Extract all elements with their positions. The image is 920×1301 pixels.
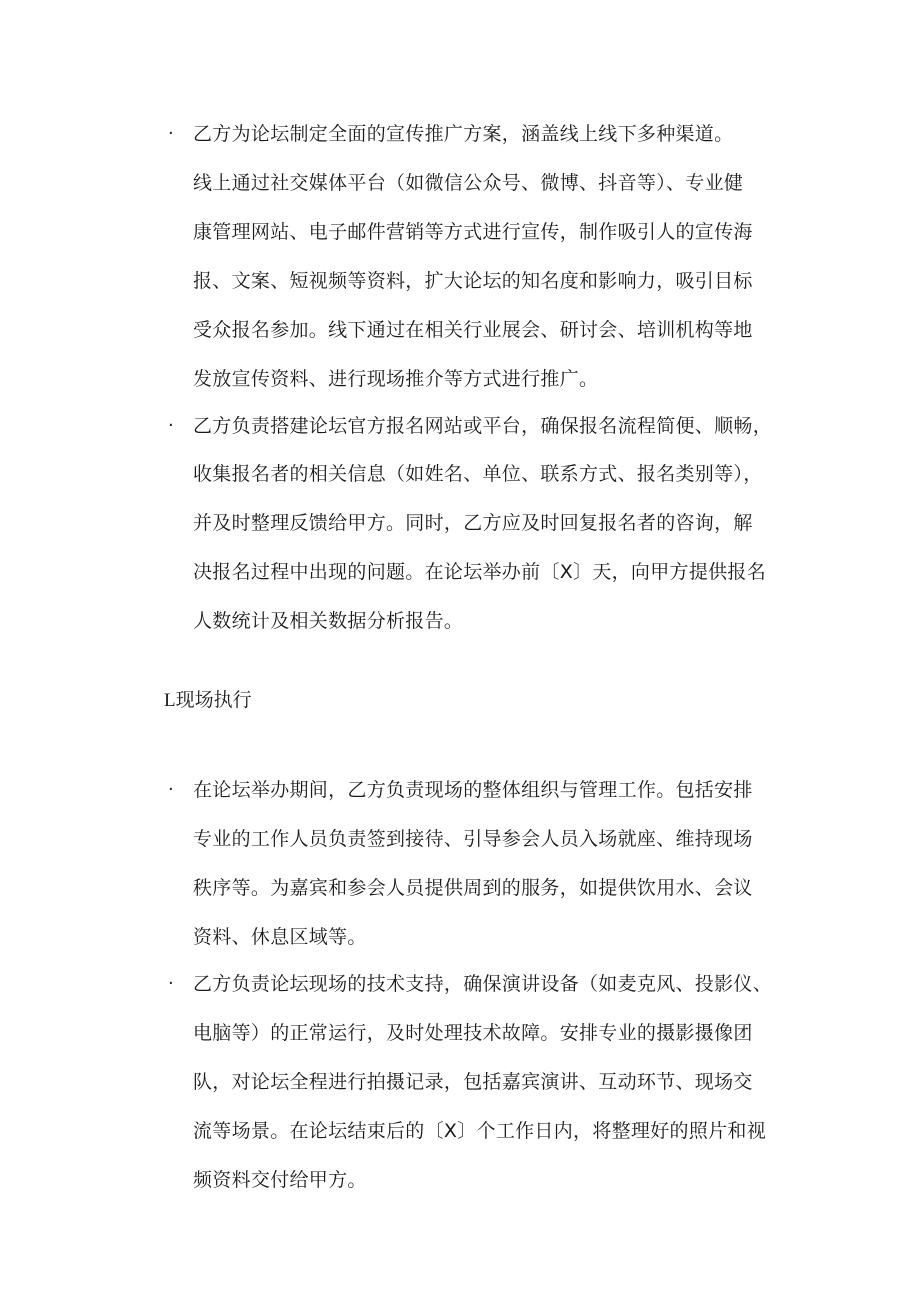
paragraph-line: 资料、休息区域等。 xyxy=(193,926,367,948)
paragraph-line: 康管理网站、电子邮件营销等方式进行宣传，制作吸引人的宣传海 xyxy=(193,221,753,243)
paragraph-line: 乙方负责论坛现场的技术支持，确保演讲设备（如麦克风、投影仪、 xyxy=(193,973,773,995)
bullet-dot: · xyxy=(168,779,174,800)
section-heading xyxy=(164,676,252,725)
paragraph-line: 并及时整理反馈给甲方。同时，乙方应及时回复报名者的咨询，解 xyxy=(193,512,753,534)
paragraph-line: 流等场景。在论坛结束后的〔X〕个工作日内，将整理好的照片和视 xyxy=(193,1120,767,1142)
bullet-dot: · xyxy=(168,415,174,436)
paragraph-line: 队，对论坛全程进行拍摄记录，包括嘉宾演讲、互动环节、现场交 xyxy=(193,1071,753,1093)
heading-text: 现场执行 xyxy=(175,689,252,711)
paragraph-line: 线上通过社交媒体平台（如微信公众号、微博、抖音等）、专业健 xyxy=(193,172,744,194)
paragraph-line: 受众报名参加。线下通过在相关行业展会、研讨会、培训机构等地 xyxy=(193,319,753,341)
paragraph-line: 决报名过程中出现的问题。在论坛举办前〔X〕天，向甲方提供报名 xyxy=(193,561,767,583)
paragraph-line: 乙方为论坛制定全面的宣传推广方案，涵盖线上线下多种渠道。 xyxy=(193,123,734,145)
paragraph-line: 秩序等。为嘉宾和参会人员提供周到的服务，如提供饮用水、会议 xyxy=(193,877,753,899)
paragraph-line: 电脑等）的正常运行，及时处理技术故障。安排专业的摄影摄像团 xyxy=(193,1022,753,1044)
paragraph-line: 乙方负责搭建论坛官方报名网站或平台，确保报名流程简便、顺畅， xyxy=(193,415,773,437)
paragraph-line: 频资料交付给甲方。 xyxy=(193,1169,367,1191)
paragraph-line: 人数统计及相关数据分析报告。 xyxy=(193,610,464,632)
paragraph-line: 收集报名者的相关信息（如姓名、单位、联系方式、报名类别等）， xyxy=(193,463,763,485)
paragraph-line: 在论坛举办期间，乙方负责现场的整体组织与管理工作。包括安排 xyxy=(193,779,753,801)
bullet-dot: · xyxy=(168,123,174,144)
heading-prefix: L xyxy=(164,690,176,711)
paragraph-line: 发放宣传资料、进行现场推介等方式进行推广。 xyxy=(193,368,599,390)
paragraph-line: 报、文案、短视频等资料，扩大论坛的知名度和影响力，吸引目标 xyxy=(193,270,753,292)
bullet-dot: · xyxy=(168,973,174,994)
paragraph-line: 专业的工作人员负责签到接待、引导参会人员入场就座、维持现场 xyxy=(193,828,753,850)
